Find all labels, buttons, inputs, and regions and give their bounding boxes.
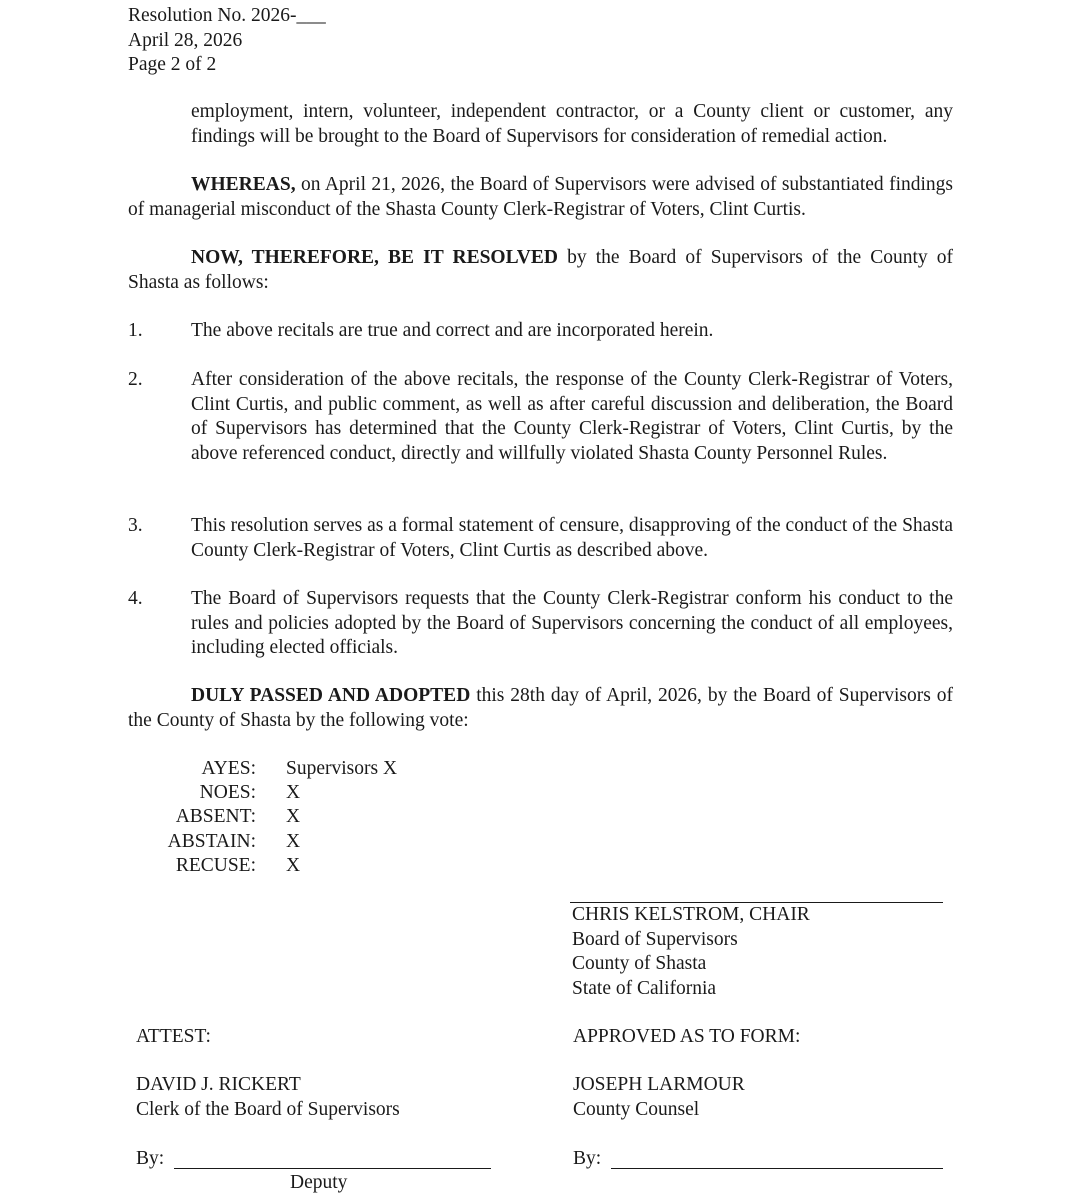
item-text: The above recitals are true and correct and are incorporated herein. (191, 320, 714, 341)
resolved-paragraph (128, 246, 953, 295)
item-text: This resolution serves as a formal statement of censure, disapproving of the conduct of the Shasta County Clerk-Registrar of Voters, Clint Curtis as described above. (191, 515, 953, 561)
vote-value: X (286, 782, 301, 803)
resolved-lead: NOW, THEREFORE, BE IT RESOLVED (191, 247, 558, 268)
page-number: Page 2 of 2 (128, 54, 217, 75)
vote-value: X (286, 855, 301, 876)
vote-label: AYES: (201, 758, 256, 779)
vote-label: ABSENT: (175, 806, 256, 827)
chair-signature-block (572, 903, 810, 1001)
approved-label: APPROVED AS TO FORM: (573, 1026, 801, 1047)
attest-block (136, 1073, 400, 1122)
vote-label: ABSTAIN: (167, 831, 256, 852)
clerk-name: DAVID J. RICKERT (136, 1074, 301, 1095)
chair-name: CHRIS KELSTROM, CHAIR (572, 904, 810, 925)
document-header (128, 4, 326, 78)
attest-by-label: By: (136, 1148, 165, 1169)
resolved-text: by the Board of Supervisors of the County of Shasta as follows: (128, 247, 953, 293)
chair-line: State of California (572, 977, 717, 999)
item-text: After consideration of the above recitals, the response of the County Clerk-Registrar of Voters, Clint Curtis, and public comment, as well as after careful discussion and deliberation, the Board of Supervisors has determined that the County Clerk-Registrar of Voters, Clint Curtis, by the above referenced conduct, directly and willfully violated Shasta County Personnel Rules. (191, 369, 953, 464)
chair-line: County of Shasta (572, 953, 707, 974)
adopted-lead: DULY PASSED AND ADOPTED (191, 685, 471, 706)
attest-signature-line (174, 1168, 491, 1169)
vote-value: X (286, 806, 301, 827)
chair-line: Board of Supervisors (572, 928, 738, 950)
continuation-paragraph: employment, intern, volunteer, independent contractor, or a County client or customer, any findings will be brought to the Board of Supervisors for consideration of remedial action. (191, 101, 953, 147)
counsel-title: County Counsel (573, 1098, 700, 1120)
whereas-text: on April 21, 2026, the Board of Supervisors were advised of substantiated findings of managerial misconduct of the Shasta County Clerk-Registrar of Voters, Clint Curtis. (128, 174, 953, 220)
approved-signature-line (611, 1168, 943, 1169)
resolution-number: Resolution No. 2026-___ (128, 5, 326, 26)
adopted-paragraph (128, 684, 953, 733)
item-number: 3. (128, 515, 143, 536)
vote-value: Supervisors X (286, 758, 398, 779)
attest-label: ATTEST: (136, 1026, 211, 1047)
item-text: The Board of Supervisors requests that the County Clerk-Registrar conform his conduct to the rules and policies adopted by the Board of Supervisors concerning the conduct of all employees, including elected officials. (191, 588, 953, 658)
vote-label: RECUSE: (175, 855, 256, 876)
vote-value: X (286, 831, 301, 852)
vote-label: NOES: (199, 782, 256, 803)
whereas-lead: WHEREAS, (191, 174, 296, 195)
item-number: 2. (128, 369, 143, 390)
clerk-title: Clerk of the Board of Supervisors (136, 1098, 400, 1120)
counsel-name: JOSEPH LARMOUR (573, 1074, 745, 1095)
resolution-date: April 28, 2026 (128, 29, 243, 51)
deputy-label: Deputy (290, 1172, 348, 1193)
approved-by-label: By: (573, 1148, 602, 1169)
item-number: 1. (128, 320, 143, 341)
approved-block (573, 1073, 745, 1122)
item-number: 4. (128, 588, 143, 609)
adopted-text: this 28th day of April, 2026, by the Board of Supervisors of the County of Shasta by the following vote: (128, 685, 954, 731)
whereas-paragraph (128, 173, 953, 222)
